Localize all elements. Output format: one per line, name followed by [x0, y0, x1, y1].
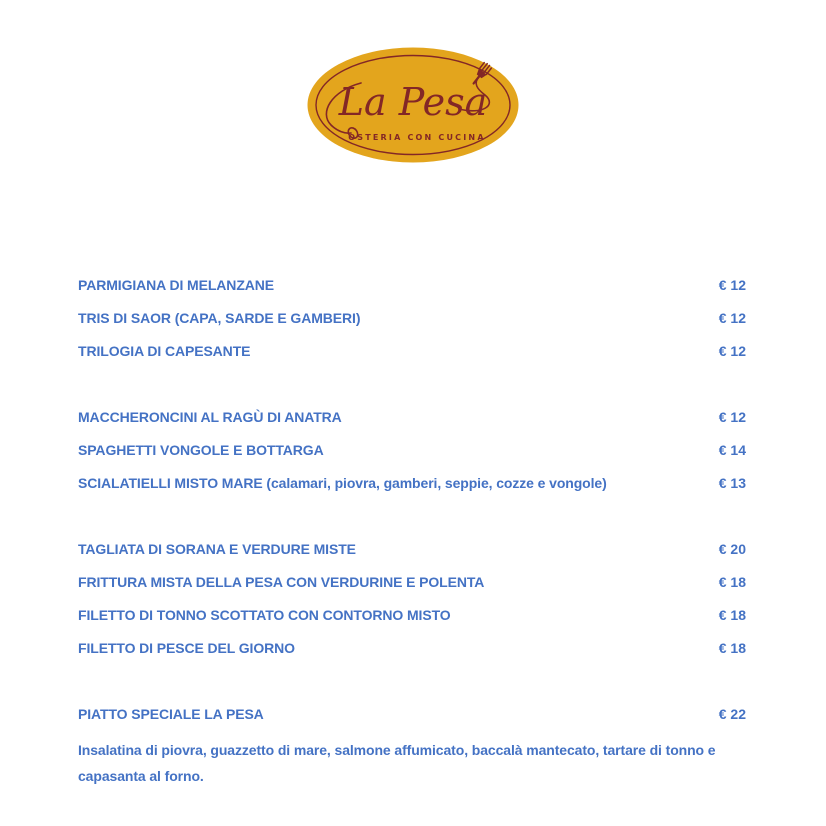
- menu-item-price: € 18: [718, 606, 746, 623]
- restaurant-logo: [301, 44, 525, 166]
- logo-graphic: [301, 44, 525, 166]
- menu-item-price: € 20: [718, 540, 746, 557]
- menu-item: [78, 400, 746, 433]
- menu-item-name: TRIS DI SAOR (CAPA, SARDE E GAMBERI): [78, 309, 361, 326]
- menu-item: [78, 433, 746, 466]
- menu-item-name: PIATTO SPECIALE LA PESA: [78, 705, 264, 722]
- menu-item-price: € 12: [718, 408, 746, 425]
- menu-item: [78, 631, 746, 664]
- menu-item: [78, 301, 746, 334]
- menu-item-description: Insalatina di piovra, guazzetto di mare, salmone affumicato, baccalà mantecato, tartare di tonno e capasanta al forno.: [78, 742, 716, 784]
- menu-section: [78, 268, 746, 367]
- menu-item: [78, 697, 746, 730]
- menu-item-name: FILETTO DI TONNO SCOTTATO CON CONTORNO MISTO: [78, 606, 451, 623]
- menu-item: [78, 466, 746, 499]
- menu-item-name: MACCHERONCINI AL RAGÙ DI ANATRA: [78, 408, 342, 425]
- menu-list: [78, 268, 746, 822]
- menu-item-price: € 14: [718, 441, 746, 458]
- menu-item: [78, 334, 746, 367]
- menu-item-price: € 12: [718, 342, 746, 359]
- menu-item-price: € 18: [718, 639, 746, 656]
- menu-item-price: € 13: [718, 474, 746, 491]
- logo-name-text: La Pesa: [338, 80, 488, 124]
- menu-item-name: SCIALATIELLI MISTO MARE (calamari, piovra, gamberi, seppie, cozze e vongole): [78, 474, 607, 491]
- menu-item-name: PARMIGIANA DI MELANZANE: [78, 276, 275, 293]
- menu-item: [78, 565, 746, 598]
- menu-section: [78, 697, 746, 789]
- menu-section: [78, 532, 746, 664]
- menu-item-price: € 18: [718, 573, 746, 590]
- menu-item-name: TRILOGIA DI CAPESANTE: [78, 342, 251, 359]
- menu-item: [78, 268, 746, 301]
- logo-subtitle-text: OSTERIA CON CUCINA: [348, 133, 486, 142]
- menu-item: [78, 598, 746, 631]
- menu-item-price: € 12: [718, 309, 746, 326]
- menu-item-price: € 12: [718, 276, 746, 293]
- menu-section: [78, 400, 746, 499]
- menu-item-name: FRITTURA MISTA DELLA PESA CON VERDURINE E POLENTA: [78, 573, 485, 590]
- menu-item-name: FILETTO DI PESCE DEL GIORNO: [78, 639, 295, 656]
- menu-item-name: TAGLIATA DI SORANA E VERDURE MISTE: [78, 540, 356, 557]
- menu-item-price: € 22: [718, 705, 746, 722]
- menu-item: [78, 532, 746, 565]
- menu-item-name: SPAGHETTI VONGOLE E BOTTARGA: [78, 441, 324, 458]
